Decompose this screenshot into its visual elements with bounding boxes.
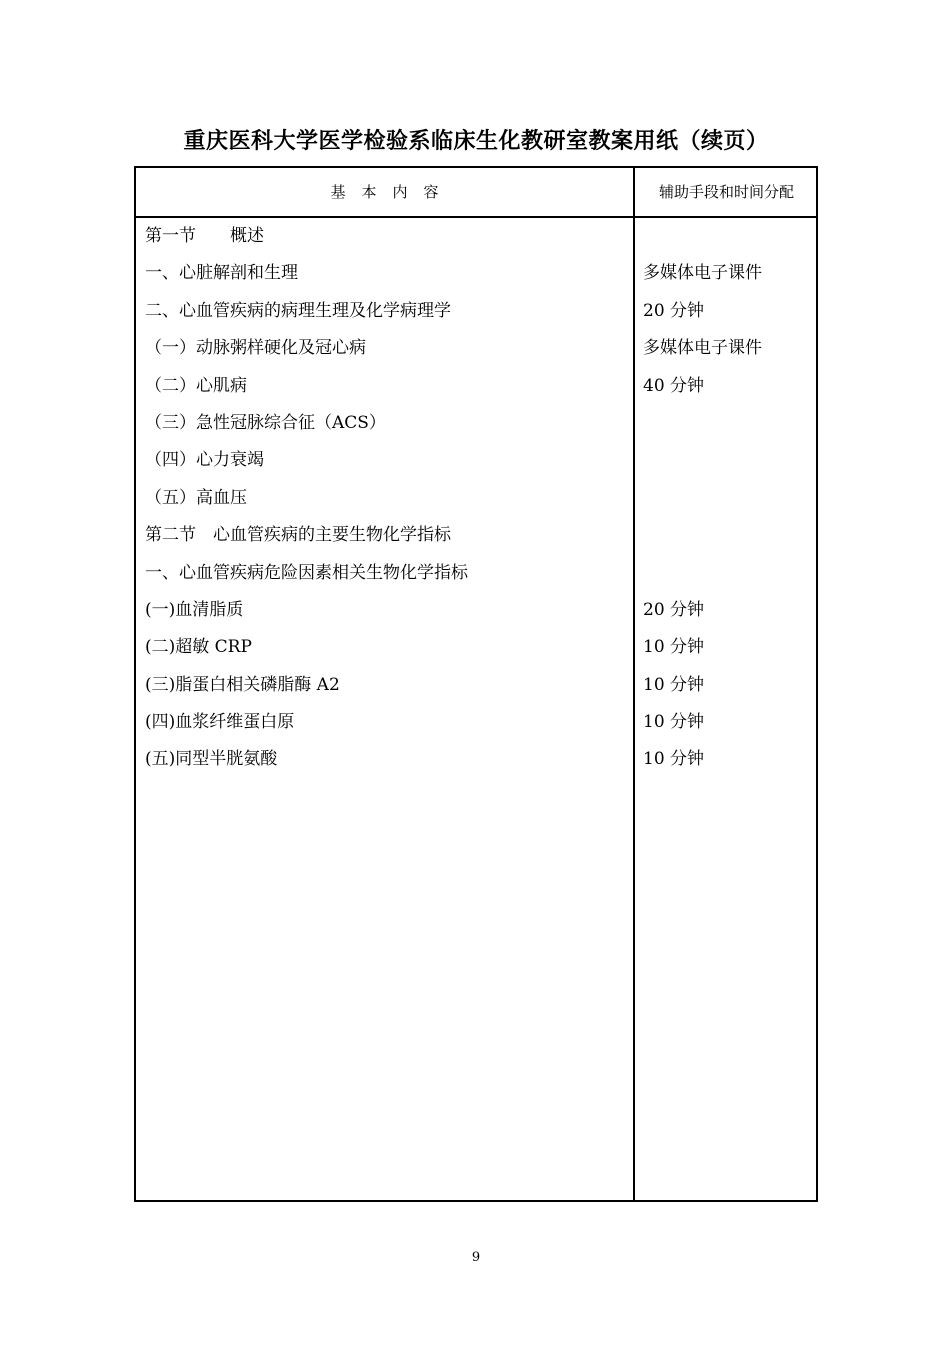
time-row: 20 分钟 (643, 300, 705, 321)
time-row: 10 分钟 (643, 674, 705, 695)
content-row: 一、心脏解剖和生理 (145, 263, 298, 284)
content-row: （五）高血压 (145, 487, 247, 508)
time-row (643, 405, 813, 442)
time-row (643, 442, 813, 479)
time-row: 40 分钟 (643, 375, 705, 396)
time-row: 多媒体电子课件 (643, 338, 762, 359)
time-row: 多媒体电子课件 (643, 263, 762, 284)
page-number: 9 (471, 1250, 481, 1265)
content-row: 第二节 心血管疾病的主要生物化学指标 (145, 525, 451, 546)
time-row (643, 480, 813, 517)
content-row: （三）急性冠脉综合征（ACS） (145, 412, 386, 433)
time-row: 10 分钟 (643, 637, 705, 658)
time-row: 10 分钟 (643, 712, 705, 733)
content-row: (一)血清脂质 (145, 599, 244, 620)
content-row: （四）心力衰竭 (145, 450, 264, 471)
time-row (643, 218, 813, 255)
aids-time-column (643, 218, 813, 779)
column-divider (633, 168, 635, 1200)
content-row: (二)超敏 CRP (145, 637, 252, 658)
time-row: 20 分钟 (643, 599, 705, 620)
lesson-plan-table (134, 166, 818, 1202)
header-basic-content: 基本内容 (330, 183, 455, 201)
header-aids-time: 辅助手段和时间分配 (658, 183, 794, 201)
content-row: 二、心血管疾病的病理生理及化学病理学 (145, 300, 451, 321)
content-row: (三)脂蛋白相关磷脂酶 A2 (145, 674, 340, 695)
time-row: 10 分钟 (643, 749, 705, 770)
time-row (643, 555, 813, 592)
page-title: 重庆医科大学医学检验系临床生化教研室教案用纸（续页） (183, 128, 769, 154)
content-column (145, 218, 625, 779)
content-row: (四)血浆纤维蛋白原 (145, 712, 295, 733)
content-row: （二）心肌病 (145, 375, 247, 396)
content-row: 第一节 概述 (145, 226, 264, 246)
content-row: （一）动脉粥样硬化及冠心病 (145, 338, 366, 359)
time-row (643, 517, 813, 554)
content-row: (五)同型半胱氨酸 (145, 749, 278, 770)
content-row: 一、心血管疾病危险因素相关生物化学指标 (145, 562, 468, 583)
